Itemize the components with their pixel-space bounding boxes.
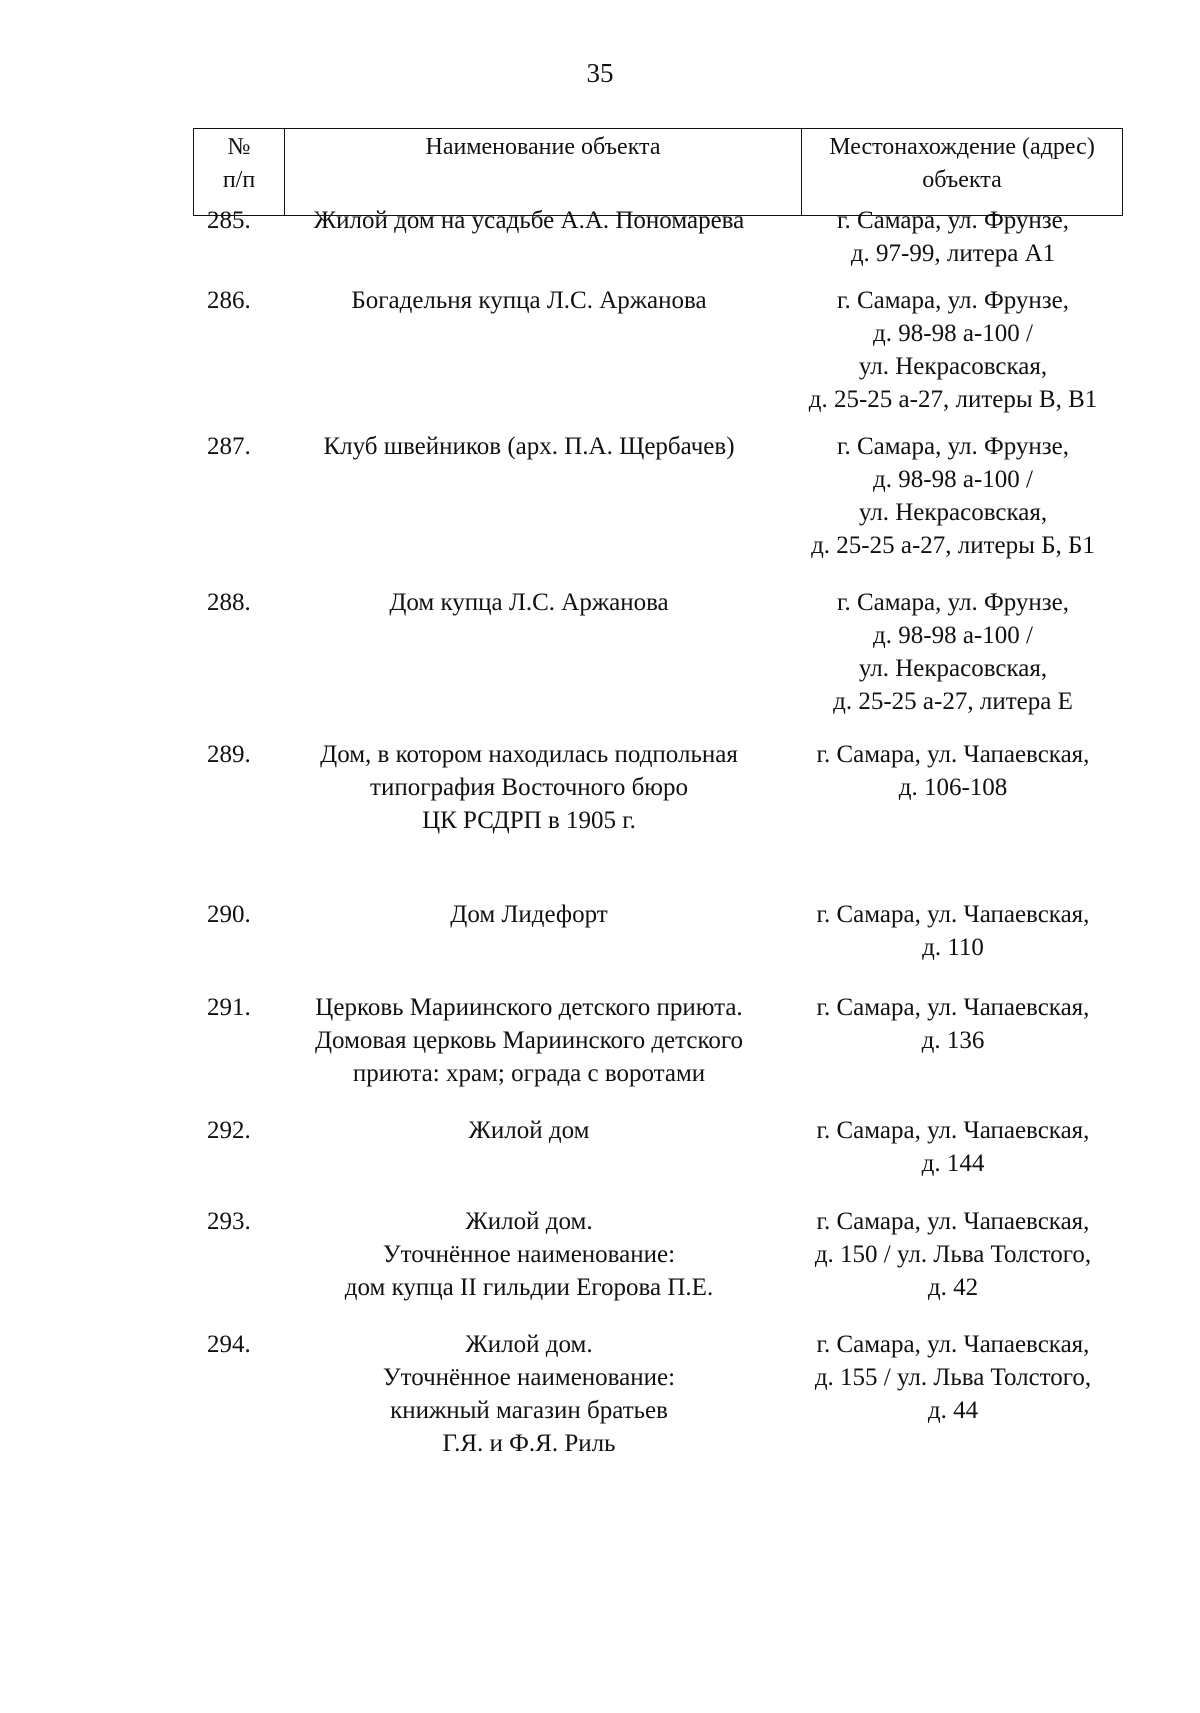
object-address (783, 898, 1123, 964)
table-header (193, 128, 1123, 216)
address-line: д. 98-98 а-100 / (873, 622, 1033, 649)
object-name-line: Клуб швейников (арх. П.А. Щербачев) (323, 433, 735, 460)
row-number: 288. (207, 589, 251, 616)
object-name (275, 738, 783, 837)
address-line: ул. Некрасовская, (858, 499, 1048, 526)
address-line: д. 106-108 (898, 774, 1008, 801)
object-address (783, 1205, 1123, 1304)
row-number: 294. (207, 1331, 251, 1358)
row-number: 289. (207, 741, 251, 768)
address-line: д. 98-98 а-100 / (873, 320, 1033, 347)
address-line: г. Самара, ул. Фрунзе, (837, 207, 1069, 234)
object-address (783, 430, 1123, 562)
object-name-line: Жилой дом (468, 1117, 590, 1144)
address-line: г. Самара, ул. Фрунзе, (837, 589, 1069, 616)
header-address-line2: объекта (922, 167, 1002, 193)
object-name-line: Уточнённое наименование: (382, 1364, 676, 1391)
address-line: д. 25-25 а-27, литеры Б, Б1 (811, 532, 1095, 559)
object-address (783, 991, 1123, 1057)
row-number: 290. (207, 901, 251, 928)
address-line: д. 42 (927, 1274, 979, 1301)
object-address (783, 586, 1123, 718)
object-name-line: Жилой дом на усадьбе А.А. Пономарева (313, 207, 745, 234)
page-number: 35 (586, 58, 614, 88)
object-name (275, 1328, 783, 1460)
object-name (275, 898, 783, 931)
header-number-symbol: № (227, 134, 251, 160)
row-number: 291. (207, 994, 251, 1021)
object-name-line: Богадельня купца Л.С. Аржанова (351, 287, 707, 314)
object-name-line: Уточнённое наименование: (382, 1241, 676, 1268)
row-number: 287. (207, 433, 251, 460)
object-name-line: Жилой дом. (465, 1208, 593, 1235)
object-name (275, 204, 783, 237)
header-address-cell (802, 129, 1123, 216)
address-line: д. 144 (921, 1150, 985, 1177)
object-address (783, 1328, 1123, 1427)
address-line: г. Самара, ул. Чапаевская, (816, 741, 1090, 768)
header-number-abbr: п/п (222, 167, 256, 193)
row-number: 292. (207, 1117, 251, 1144)
object-name-line: Дом Лидефорт (450, 901, 608, 928)
object-name (275, 284, 783, 317)
object-name-line: Дом купца Л.С. Аржанова (389, 589, 669, 616)
row-number: 293. (207, 1208, 251, 1235)
address-line: г. Самара, ул. Чапаевская, (816, 1117, 1090, 1144)
address-line: д. 150 / ул. Льва Толстого, (814, 1241, 1092, 1268)
object-name-line: приюта: храм; ограда с воротами (352, 1060, 706, 1087)
row-number: 286. (207, 287, 251, 314)
address-line: ул. Некрасовская, (858, 655, 1048, 682)
object-name-line: Дом, в котором находилась подпольная (320, 741, 738, 768)
object-name-line: Домовая церковь Мариинского детского (315, 1027, 743, 1054)
object-name (275, 430, 783, 463)
header-address-line1: Местонахождение (адрес) (829, 134, 1095, 160)
object-name-line: книжный магазин братьев (390, 1397, 668, 1424)
address-line: д. 44 (927, 1397, 979, 1424)
object-name (275, 991, 783, 1090)
header-name: Наименование объекта (425, 134, 661, 160)
object-name-line: Церковь Мариинского детского приюта. (315, 994, 743, 1021)
header-name-cell (285, 129, 802, 216)
object-name-line: ЦК РСДРП в 1905 г. (422, 807, 636, 834)
object-name-line: типография Восточного бюро (370, 774, 688, 801)
object-name-line: Г.Я. и Ф.Я. Риль (442, 1430, 616, 1457)
address-line: г. Самара, ул. Чапаевская, (816, 901, 1090, 928)
object-name-line: дом купца II гильдии Егорова П.Е. (344, 1274, 714, 1301)
object-address (783, 738, 1123, 804)
address-line: г. Самара, ул. Чапаевская, (816, 994, 1090, 1021)
object-address (783, 1114, 1123, 1180)
address-line: д. 25-25 а-27, литеры В, В1 (808, 386, 1098, 413)
address-line: ул. Некрасовская, (858, 353, 1048, 380)
address-line: д. 98-98 а-100 / (873, 466, 1033, 493)
address-line: д. 155 / ул. Льва Толстого, (814, 1364, 1092, 1391)
address-line: г. Самара, ул. Чапаевская, (816, 1331, 1090, 1358)
object-name (275, 1205, 783, 1304)
object-address (783, 284, 1123, 416)
object-name-line: Жилой дом. (465, 1331, 593, 1358)
address-line: д. 136 (921, 1027, 985, 1054)
object-name (275, 1114, 783, 1147)
address-line: г. Самара, ул. Фрунзе, (837, 287, 1069, 314)
address-line: г. Самара, ул. Фрунзе, (837, 433, 1069, 460)
address-line: д. 110 (922, 934, 984, 961)
object-name (275, 586, 783, 619)
row-number: 285. (207, 207, 251, 234)
header-number-cell (194, 129, 285, 216)
address-line: г. Самара, ул. Чапаевская, (816, 1208, 1090, 1235)
address-line: д. 25-25 а-27, литера Е (833, 688, 1073, 715)
object-address (783, 204, 1123, 270)
address-line: д. 97-99, литера А1 (850, 240, 1056, 267)
